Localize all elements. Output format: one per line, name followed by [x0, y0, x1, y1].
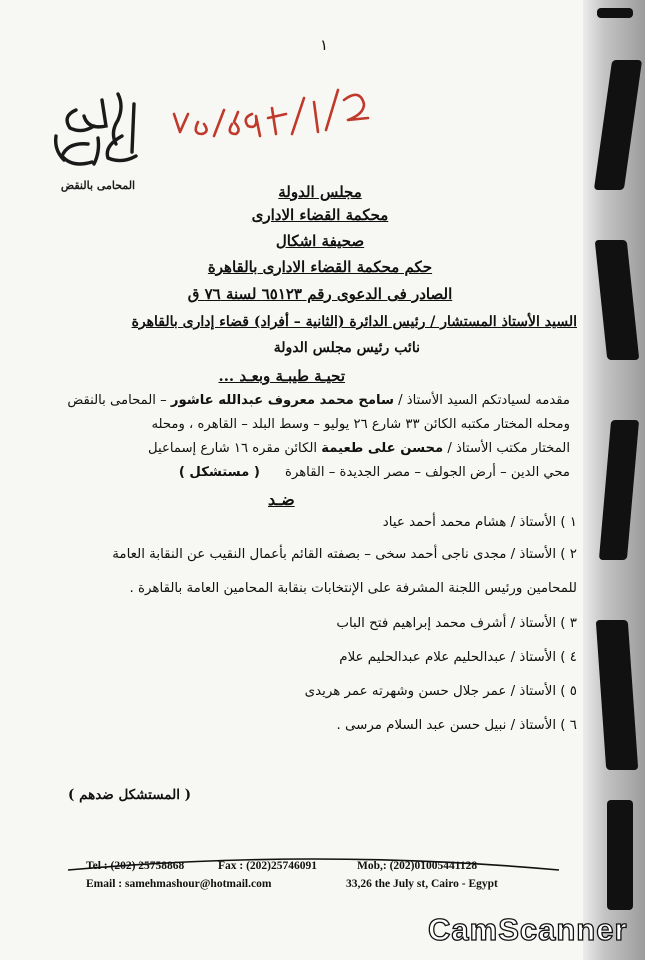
- header-judgment: حكم محكمة القضاء الادارى بالقاهرة: [207, 258, 433, 276]
- plaintiff-name: سامح محمد معروف عبدالله عاشور: [170, 393, 394, 408]
- footer-tel: Tel : (202) 25758868: [86, 860, 185, 872]
- party-5: ٥ ) الأستاذ / عمر جلال حسن وشهرته عمر هريدى: [304, 684, 577, 699]
- logo-caption: المحامى بالنقض: [60, 179, 136, 192]
- header-council: مجلس الدولة: [278, 183, 362, 201]
- agent-name: محسن على طعيمة: [321, 441, 444, 456]
- greeting-text: تحيـة طيبـة وبعـد ...: [218, 367, 345, 385]
- party-2-continued: للمحامين ورئيس اللجنة المشرفة على الإنتخابات بنقابة المحامين العامة بالقاهرة .: [129, 581, 577, 596]
- body-line-1a: مقدمه لسيادتكم السيد الأستاذ /: [393, 393, 570, 408]
- party-6: ٦ ) الأستاذ / نبيل حسن عبد السلام مرسى .: [336, 718, 577, 733]
- body-line-4: [179, 465, 570, 480]
- footer-address: 33,26 the July st, Cairo - Egypt: [346, 878, 498, 890]
- camscanner-watermark: CamScanner: [428, 912, 628, 947]
- greeting: [218, 367, 345, 385]
- addressee-line-2: نائب رئيس مجلس الدولة: [273, 340, 420, 356]
- addressee-line-1: السيد الأستاذ المستشار / رئيس الدائرة (الثانية – أفراد) قضاء إدارى بالقاهرة: [131, 314, 577, 330]
- lawyer-logo-calligraphy: [48, 86, 148, 198]
- opponents-label: ( المستشكل ضدهم ): [68, 787, 192, 803]
- body-line-3: [148, 441, 570, 456]
- against-label: ضـد: [268, 490, 295, 509]
- body-line-3a: المختار مكتب الأستاذ /: [443, 441, 570, 456]
- footer-mobile: Mob,: (202)01005441128: [357, 860, 478, 872]
- body-line-1: [67, 393, 570, 408]
- handwritten-case-number: [168, 74, 373, 146]
- header-court: محكمة القضاء الادارى: [251, 206, 389, 224]
- page-edge-shadow: [583, 0, 645, 960]
- body-line-1c: – المحامى بالنقض: [67, 393, 171, 408]
- party-3: ٣ ) الأستاذ / أشرف محمد إبراهيم فتح الباب: [336, 616, 577, 631]
- party-4: ٤ ) الأستاذ / عبدالحليم علام عبدالحليم علام: [339, 650, 577, 665]
- handwritten-case-number-drawing: [168, 74, 373, 146]
- footer-fax: Fax : (202)25746091: [218, 860, 318, 872]
- lawyer-logo: [48, 86, 148, 198]
- page-number: ١: [320, 36, 329, 54]
- footer-email: Email : samehmashour@hotmail.com: [86, 878, 272, 890]
- body-line-3c: الكائن مقره ١٦ شارع إسماعيل: [147, 441, 322, 456]
- header-document-type: صحيفة اشكال: [275, 232, 365, 250]
- body-line-2: ومحله المختار مكتبه الكائن ٣٣ شارع ٢٦ يوليو – وسط البلد – القاهره ، ومحله: [151, 417, 570, 432]
- party-1: ١ ) الأستاذ / هشام محمد أحمد عياد: [382, 515, 577, 530]
- header-case-number: الصادر فى الدعوى رقم ٦٥١٢٣ لسنة ٧٦ ق: [187, 285, 453, 303]
- plaintiff-role: ( مستشكل ): [178, 465, 260, 480]
- body-line-4a: محي الدين – أرض الجولف – مصر الجديدة – القاهرة: [285, 465, 570, 480]
- party-2: ٢ ) الأستاذ / مجدى ناجى أحمد سخى – بصفته القائم بأعمال النقيب عن النقابة العامة: [112, 547, 577, 562]
